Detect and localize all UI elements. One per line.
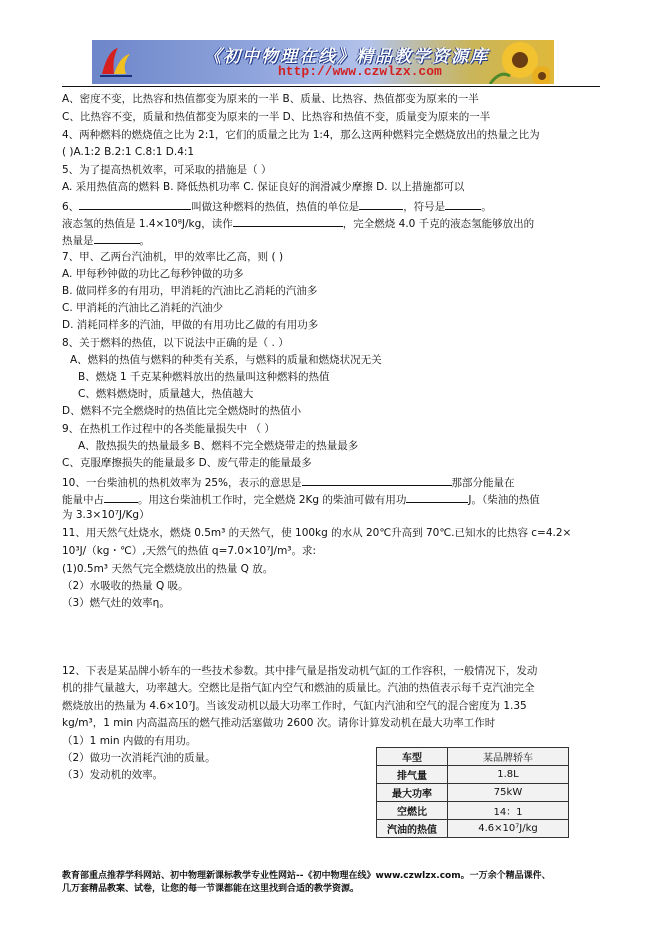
question-7-option-c: C. 甲消耗的汽油比乙消耗的汽油少 — [62, 302, 224, 314]
question-5-options: A. 采用热值高的燃料 B. 降低热机功率 C. 保证良好的润滑减少摩擦 D. 以上措施都可以 — [62, 181, 465, 193]
q3-options-ab: A、密度不变，比热容和热值都变为原来的一半 B、质量、比热容、热值都变为原来的一半 — [62, 93, 479, 105]
question-12-line-1: 12、下表是某品牌小轿车的一些技术参数。其中排气量是指发动机气缸的工作容积，一般情况下，发动 — [62, 665, 538, 677]
car-specs-table — [376, 747, 569, 838]
q6-text-2: ，符号是 — [403, 201, 446, 213]
q6-number: 6、 — [62, 201, 80, 213]
q6-text-1: 叫做这种燃料的热值，热值的单位是 — [191, 201, 360, 213]
table-row — [377, 820, 569, 838]
question-10-line-2 — [62, 491, 540, 507]
table-cell-value: 1.8L — [448, 766, 569, 784]
question-4-options: ( )A.1:2 B.2:1 C.8:1 D.4:1 — [62, 146, 195, 158]
q10-text-2: 那部分能量在 — [451, 477, 515, 489]
q6-text-5: ，完全燃烧 4.0 千克的液态氢能够放出的 — [342, 218, 535, 230]
q10-blank-2[interactable] — [104, 491, 138, 503]
question-12-part-3: （3）发动机的效率。 — [62, 769, 164, 781]
question-12-line-3: 燃烧放出的热量为 4.6×10⁷J。当该发动机以最大功率工作时，气缸内汽油和空气的混合密度为 1.35 — [62, 700, 527, 712]
table-row — [377, 766, 569, 784]
table-cell-value: 某品牌轿车 — [448, 748, 569, 766]
question-9-options-cd: C、克服摩擦损失的能量最多 D、废气带走的能量最多 — [62, 457, 312, 469]
site-logo-icon — [98, 44, 134, 80]
q10-blank-3[interactable] — [406, 491, 468, 503]
question-9-options-ab: A、散热损失的热量最多 B、燃料不完全燃烧带走的热量最多 — [78, 440, 359, 452]
header-banner — [92, 40, 554, 84]
question-8-option-c: C、燃料燃烧时，质量越大，热值越大 — [78, 388, 254, 400]
question-7-option-b: B. 做同样多的有用功，甲消耗的汽油比乙消耗的汽油多 — [62, 285, 318, 297]
question-7-option-d: D. 消耗同样多的汽油，甲做的有用功比乙做的有用功多 — [62, 319, 319, 331]
q6-blank-3[interactable] — [445, 198, 481, 210]
q6-text-7: 。 — [139, 235, 150, 247]
banner-url[interactable]: http://www.czwlzx.com — [278, 64, 442, 79]
table-cell-value: 4.6×10⁷J/kg — [448, 820, 569, 838]
q6-blank-2[interactable] — [359, 198, 403, 210]
table-cell-label: 排气量 — [377, 766, 448, 784]
question-12-part-2: （2）做功一次消耗汽油的质量。 — [62, 752, 216, 764]
q6-blank-4[interactable] — [233, 215, 343, 227]
question-6-line-3 — [62, 232, 150, 248]
question-10-line-1 — [62, 474, 515, 490]
question-8-option-a: A、燃料的热值与燃料的种类有关系，与燃料的质量和燃烧状况无关 — [70, 354, 382, 366]
question-8-option-b: B、燃烧 1 千克某种燃料放出的热量叫这种燃料的热值 — [78, 371, 330, 383]
header-rule — [62, 86, 600, 87]
table-row — [377, 748, 569, 766]
footer-line-2: 几万套精品教案、试卷，让您的每一节课都能在这里找到合适的教学资源。 — [62, 884, 360, 894]
footer-line-1: 教育部重点推荐学科网站、初中物理新课标教学专业性网站--《初中物理在线》www.czwlzx.com。一万余个精品课件、 — [62, 871, 551, 881]
q3-options-cd: C、比热容不变，质量和热值都变为原来的一半 D、比热容和热值不变，质量变为原来的一半 — [62, 111, 491, 123]
table-cell-label: 最大功率 — [377, 784, 448, 802]
table-cell-label: 汽油的热值 — [377, 820, 448, 838]
question-8: 8、关于燃料的热值，以下说法中正确的是（ . ） — [62, 337, 289, 349]
question-6-line-1 — [62, 198, 492, 214]
q10-text-5: J。（柴油的热值 — [468, 494, 540, 506]
sunflower-icon — [480, 40, 550, 84]
q6-blank-5[interactable] — [94, 232, 140, 244]
table-cell-value: 14：1 — [448, 802, 569, 820]
question-11-line-2: 10³J/（kg・℃）,天然气的热值 q=7.0×10⁷J/m³。求: — [62, 545, 317, 557]
table-cell-value: 75kW — [448, 784, 569, 802]
table-cell-label: 空燃比 — [377, 802, 448, 820]
question-7-option-a: A. 甲每秒钟做的功比乙每秒钟做的功多 — [62, 268, 244, 280]
table-row — [377, 784, 569, 802]
question-6-line-2 — [62, 215, 534, 231]
question-5: 5、为了提高热机效率，可采取的措施是（ ） — [62, 164, 272, 176]
question-12-part-1: （1）1 min 内做的有用功。 — [62, 735, 197, 747]
question-9: 9、在热机工作过程中的各类能量损失中 （ ） — [62, 423, 275, 435]
question-10-line-3: 为 3.3×10⁷J/Kg） — [62, 509, 150, 521]
question-12-line-4: kg/m³，1 min 内高温高压的燃气推动活塞做功 2600 次。请你计算发动机在最大功率工作时 — [62, 717, 496, 729]
q10-text-4: 。用这台柴油机工作时，完全燃烧 2Kg 的柴油可做有用功 — [138, 494, 407, 506]
table-row — [377, 802, 569, 820]
question-7: 7、甲、乙两台汽油机，甲的效率比乙高，则 ( ) — [62, 251, 284, 263]
question-11-line-1: 11、用天然气灶烧水，燃烧 0.5m³ 的天然气，使 100kg 的水从 20℃升高到 70℃.已知水的比热容 c=4.2× — [62, 527, 572, 539]
banner-title: 《初中物理在线》精品教学资源库 — [204, 47, 489, 67]
q6-text-4: 液态氢的热值是 1.4×10⁸J/kg，读作 — [62, 218, 233, 230]
q10-blank-1[interactable] — [302, 474, 452, 486]
q10-text-1: 10、一台柴油机的热机效率为 25%，表示的意思是 — [62, 477, 302, 489]
question-11-part-3: （3）燃气灶的效率η。 — [62, 597, 170, 609]
table-cell-label: 车型 — [377, 748, 448, 766]
q10-text-3: 能量中占 — [62, 494, 104, 506]
question-12-line-2: 机的排气量越大，功率越大。空燃比是指气缸内空气和燃油的质量比。汽油的热值表示每千克汽油完全 — [62, 682, 535, 694]
q6-text-6: 热量是 — [62, 235, 94, 247]
q6-blank-1[interactable] — [79, 198, 191, 210]
question-8-option-d: D、燃料不完全燃烧时的热值比完全燃烧时的热值小 — [62, 405, 302, 417]
question-11-part-2: （2）水吸收的热量 Q 吸。 — [62, 580, 189, 592]
q6-text-3: 。 — [481, 201, 492, 213]
question-4: 4、两种燃料的燃烧值之比为 2:1，它们的质量之比为 1:4，那么这两种燃料完全燃烧放出的热量之比为 — [62, 129, 540, 141]
question-11-part-1: (1)0.5m³ 天然气完全燃烧放出的热量 Q 放。 — [62, 563, 274, 575]
